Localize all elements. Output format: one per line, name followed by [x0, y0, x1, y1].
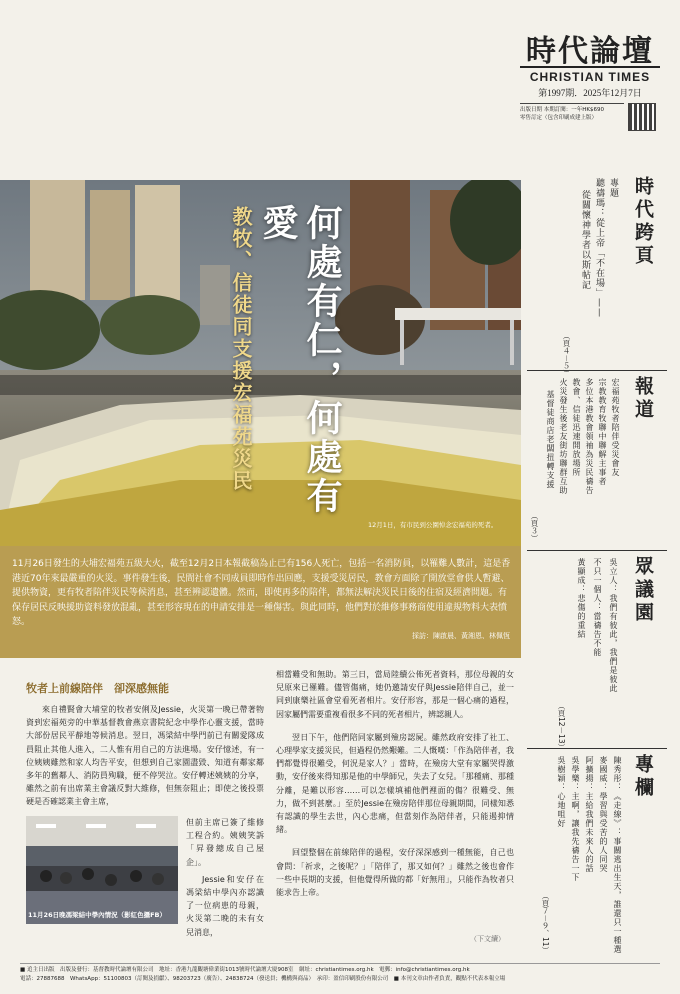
page-ref: （頁４－５） [562, 332, 571, 377]
article-column-1-tail [186, 816, 264, 939]
article-heading: 牧者上前線陪伴 卻深感無能 [26, 682, 169, 695]
sidebar-item[interactable]: 聽禱瑪：從上帝「不在場」—— [594, 178, 604, 318]
article-photo [26, 816, 178, 924]
masthead-info [520, 103, 624, 122]
article-paragraph: 但前主席已簽了維修工程合約。姨姨笑訴「昇發總成自己屋企」。 [186, 818, 264, 867]
sidebar-item[interactable]: 麥國威：學習與受苦的人同哭 [599, 756, 608, 873]
divider [527, 550, 667, 551]
sidebar-item[interactable]: 不只一個人：當禱告不能 [593, 558, 602, 657]
sidebar-item[interactable]: 阿擴揚：主給我們未來人的話 [585, 756, 594, 873]
page-ref: （頁３） [530, 512, 539, 542]
page-ref: （頁12－13） [557, 702, 566, 752]
reporters: 採訪：陳啟晨、黃湘恩、林佩恆 [412, 632, 510, 640]
masthead-subtitle: CHRISTIAN TIMES [520, 66, 660, 84]
sidebar-item[interactable]: 教會、信徒迅速開放場所 [572, 378, 581, 477]
article-column-2 [276, 668, 514, 909]
section-title-columns[interactable]: 專欄 [632, 754, 654, 800]
summary-text: 11月26日發生的大埔宏福苑五級大火，截至12月2日本報截稿為止已有156人死亡，包括一名消防員，以罹難人數計，這是香港近70年來最嚴重的火災。事件發生後，民間社會不同成員即時作出回應，支援受災居民，教會方面除了開放堂會供人暫避、提供物資，更有牧者陪伴災民等候消息，甚至辨認遺體。然而，即使再多的陪伴，都無法解決災民日後的住宿及經濟問題。有保存居民反映援助資料發放混亂，甚至形容現在的申請安排是一種傷害。與此同時，他們對於維修事務商使用違規物料大表憤怒。 [12, 559, 511, 627]
hero-caption: 12月1日，有市民到公園悼念宏福苑的死者。 [368, 521, 498, 529]
sidebar-item[interactable]: 多位本港教會領袖為災民禱告 [585, 378, 594, 495]
footer-line-1: ■ 追主日出版 出版及發行：基督教時代論壇有限公司 地址：香港九龍觀塘偉業街1013號時代論壇大廈908室 網址：christiantimes.org.hk 電郵：info@christiantimes.org.hk [20, 967, 470, 973]
sidebar-item[interactable]: 吳學樂：主啊，讓我先禱告一下 [571, 756, 580, 882]
section-title-crosspage[interactable]: 時代跨頁 [632, 176, 654, 268]
sidebar-contents [527, 162, 667, 956]
info-line-1: 出版日期 本期訂閱：一年HK$690 [520, 107, 604, 113]
sidebar-item[interactable]: 從關懷神學者以斯帖記 [580, 190, 590, 290]
hero-title: 何處有仁，何處有愛 [257, 204, 343, 516]
article-paragraph: Jessie和安仔在馮梁結中學內亦認識了一位病患的母親，火災第二晚的未有女兒消息， [186, 874, 264, 937]
sidebar-item[interactable]: 黃顯成：悲傷的重結 [577, 558, 586, 639]
article-paragraph: 回望整個在前線陪伴的過程，安仔深深感到一種無能，自己也會問：「祈求，之後呢？」「陪伴了，那又如何？」雖然之後也會作一些中長期的支援，但他覺得所做的都「好無用」，只能作為牧者只能求告上帝。 [276, 848, 514, 898]
footer [20, 963, 660, 984]
divider [527, 370, 667, 371]
sidebar-item[interactable]: 火災發生後老友街坊聯群互助 [559, 378, 568, 495]
footer-line-2: 電話：27887688 WhatsApp：51100803（訂閱及捐獻）、98203723（廣告）、24838724（發送員；機構與商品） 承印：盈信印刷股份有限公司 ■ 本刊文章由作者負責，觀點不代表本報立場 [20, 976, 506, 982]
sidebar-item[interactable]: 基督徒商店老闆扭轉支援 [546, 390, 555, 489]
sidebar-item[interactable]: 宗教教育牧聯中聯解主事者 [598, 378, 607, 486]
masthead-title: 時代論壇 [526, 34, 654, 69]
section-title-opinion[interactable]: 眾議園 [632, 556, 654, 625]
sidebar-item[interactable]: 陳秀彤：《走線》：事關逃出生天，誰還只一種選 [613, 756, 622, 954]
sidebar-item[interactable]: 專題 [608, 178, 618, 198]
article-column-1 [26, 703, 264, 809]
article-paragraph: 翌日下午，他們陪同家屬到殮房認屍。雖然政府安排了社工、心理學家支援災民，但過程仍然艱難。二人慨嘆：「作為陪伴者，我們都覺得很難受，何況是家人？」當時，在殮房大堂有家屬哭得激動，安仔後來得知那是他的中學師兄，失去了女兒。「那種痛、那種分離，是難以形容……可以怎樣填補他們裡面的傷？很難受、無力，做不到甚麼。」至於Jessie在殮房陪伴那位母親期間，同樣知悉有認識的學生去世，內心悲痛，但當刻作為陪伴者，只能遏抑情緒。 [276, 732, 514, 835]
divider [527, 748, 667, 749]
info-line-2: 零售訂定（包含印刷成建上版） [520, 115, 598, 121]
page-ref: （頁７－９、11） [541, 892, 550, 955]
sidebar-item[interactable]: 吳立人：我們有彼此，我們是彼此 [609, 558, 618, 693]
hero-subtitle: 教牧、信徒同支援宏福苑災民 [229, 206, 253, 492]
article-paragraph: 相當難受和無助。第三日，當局陸續公佈死者資料，那位母親的女兒原來已罹難。儘管傷痛，她仍邀請安仔與Jessie陪伴自己，並一同到康樂社區會堂看死者相片。安仔形容，那是一個心痛的過程，因家屬們需要重複看很多不同的死者相片，辨認親人。 [276, 670, 514, 719]
section-title-reports[interactable]: 報道 [632, 376, 654, 422]
sidebar-item[interactable]: 宏福苑牧者陪伴受災會友 [611, 378, 620, 477]
qr-code-icon[interactable] [628, 103, 656, 131]
continued-note: （下文續） [470, 935, 505, 943]
photo-caption: 11月26日晚馮梁結中學內情況（影紅色攝FB） [28, 911, 166, 919]
issue-line: 第1997期．2025年12月7日 [538, 88, 642, 98]
sidebar-item[interactable]: 吳樹穎：心地咀好 [557, 756, 566, 828]
article-paragraph: 來自禮賢會大埔堂的牧者安俐及Jessie，火災第一晚已帶著物資到宏福苑旁的中華基督教會燕京書院紀念中學作心靈支援，當時大部份居民平靜地等候消息。翌日，馮梁結中學門前已有關愛隊成員阻止其他人進入，二人惟有用自己的方法進場。安仔憶述，有一位姨姨雖然和家人均告平安，但想到自己家園盡毀、知道有鄰家鄰多年的舊鄰人、消防員殉職，便不停哭泣。安仔轉述姨姨的分享，雖然之前有出席業主會議反對大維修，但無奈阻止；即使之後投票硬是否確認業主會主席， [26, 705, 264, 807]
